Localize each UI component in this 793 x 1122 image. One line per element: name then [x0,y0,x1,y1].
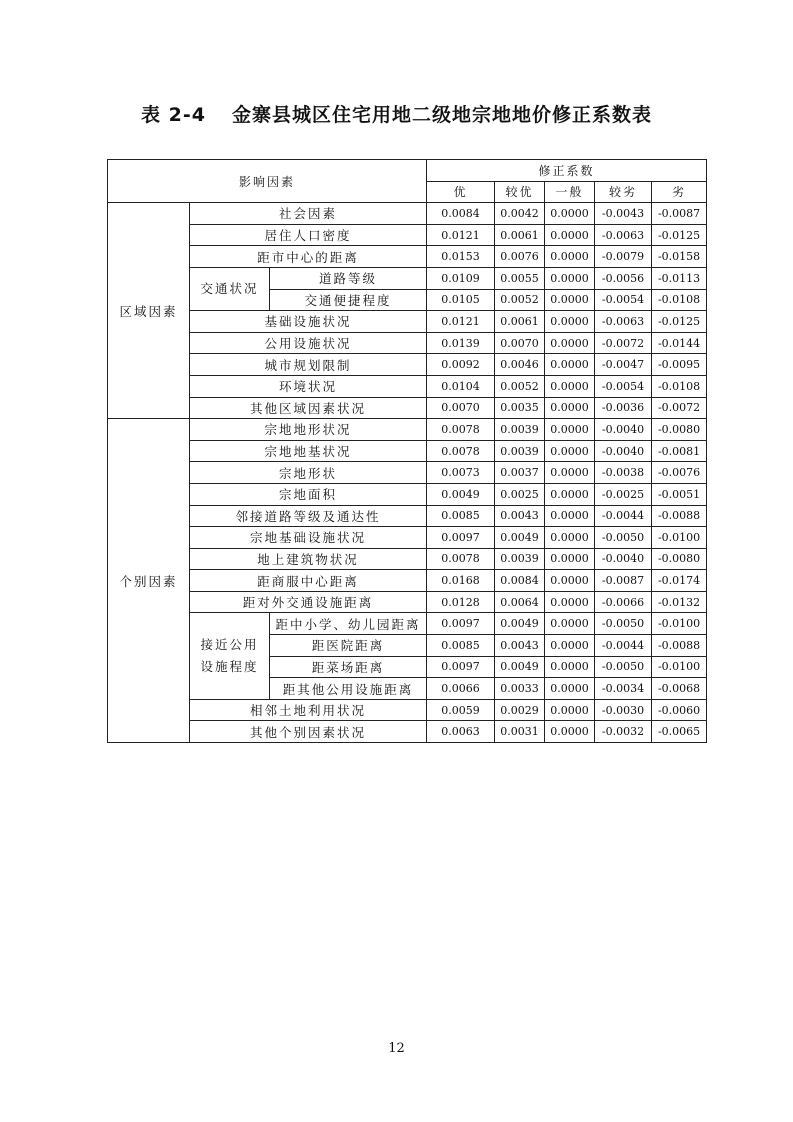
coefficient-cell: 0.0043 [495,505,545,527]
factor-label: 基础设施状况 [190,311,427,333]
coefficient-cell: 0.0078 [427,548,495,570]
factor-label: 公用设施状况 [190,332,427,354]
coefficient-cell: -0.0054 [595,375,652,397]
coefficient-header: 修正系数 [427,160,707,182]
coefficient-cell: 0.0092 [427,354,495,376]
factor-label: 宗地地基状况 [190,440,427,462]
coefficient-cell: 0.0078 [427,419,495,441]
coefficient-cell: -0.0063 [595,311,652,333]
coefficient-cell: 0.0000 [545,397,595,419]
subgroup-label-traffic: 交通状况 [190,267,270,310]
coefficient-cell: 0.0109 [427,267,495,289]
table-row [108,591,707,613]
coefficient-cell: 0.0104 [427,375,495,397]
coefficient-cell: 0.0000 [545,613,595,635]
coefficient-cell: -0.0051 [652,483,707,505]
table-row [108,419,707,441]
coefficient-cell: 0.0049 [495,613,545,635]
coefficient-cell: 0.0078 [427,440,495,462]
coefficient-cell: 0.0035 [495,397,545,419]
coefficient-cell: -0.0144 [652,332,707,354]
coefficient-cell: -0.0087 [595,570,652,592]
coefficient-cell: -0.0174 [652,570,707,592]
coefficient-cell: -0.0065 [652,721,707,743]
coefficient-cell: 0.0000 [545,505,595,527]
table-row [108,224,707,246]
coefficient-cell: -0.0063 [595,224,652,246]
coefficient-cell: 0.0139 [427,332,495,354]
coefficient-cell: -0.0113 [652,267,707,289]
coefficient-cell: 0.0121 [427,311,495,333]
coefficient-cell: -0.0080 [652,419,707,441]
table-title [0,100,793,127]
table-row [108,483,707,505]
coefficient-cell: -0.0043 [595,203,652,225]
factor-label: 邻接道路等级及通达性 [190,505,427,527]
page-number: 12 [388,1041,405,1056]
coefficient-cell: 0.0052 [495,289,545,311]
coefficient-cell: 0.0105 [427,289,495,311]
coefficient-cell: -0.0087 [652,203,707,225]
coefficient-cell: 0.0084 [427,203,495,225]
table-row [108,267,707,289]
group-label-individual: 个别因素 [108,419,190,743]
table-row [108,311,707,333]
factor-label: 环境状况 [190,375,427,397]
factor-label: 相邻土地利用状况 [190,699,427,721]
coefficient-cell: 0.0000 [545,721,595,743]
coefficient-cell: 0.0039 [495,440,545,462]
coefficient-cell: -0.0132 [652,591,707,613]
table-row [108,721,707,743]
coefficient-cell: -0.0040 [595,440,652,462]
table-row [108,354,707,376]
factor-label: 道路等级 [270,267,427,289]
coefficient-cell: -0.0100 [652,527,707,549]
coefficient-cell: 0.0000 [545,548,595,570]
subgroup-label-public: 接近公用设施程度 [190,613,270,699]
coefficient-cell: 0.0000 [545,354,595,376]
coefficient-cell: 0.0063 [427,721,495,743]
coefficient-cell: -0.0068 [652,678,707,700]
table-row [108,332,707,354]
coefficient-cell: -0.0040 [595,548,652,570]
coefficient-cell: 0.0168 [427,570,495,592]
factor-label: 其他区域因素状况 [190,397,427,419]
factor-label: 宗地形状 [190,462,427,484]
coefficient-cell: -0.0034 [595,678,652,700]
table-title-text: 金寨县城区住宅用地二级地宗地地价修正系数表 [231,104,652,126]
group-label-region: 区域因素 [108,203,190,419]
coefficient-cell: -0.0056 [595,267,652,289]
table-row [108,462,707,484]
coefficient-cell: -0.0088 [652,635,707,657]
coefficient-cell: 0.0085 [427,505,495,527]
table-row [108,397,707,419]
coefficient-cell: 0.0037 [495,462,545,484]
coefficient-cell: 0.0000 [545,311,595,333]
factor-label: 宗地地形状况 [190,419,427,441]
coefficient-cell: -0.0050 [595,656,652,678]
coefficient-cell: 0.0000 [545,440,595,462]
coefficient-cell: -0.0072 [652,397,707,419]
table-row [108,699,707,721]
coefficient-cell: 0.0000 [545,699,595,721]
factor-label: 城市规划限制 [190,354,427,376]
level-header: 一般 [545,181,595,203]
factor-label: 居住人口密度 [190,224,427,246]
coefficient-cell: 0.0039 [495,548,545,570]
coefficient-cell: 0.0000 [545,591,595,613]
coefficient-cell: -0.0100 [652,656,707,678]
coefficient-cell: -0.0081 [652,440,707,462]
factor-header: 影响因素 [108,160,427,203]
coefficient-cell: 0.0000 [545,246,595,268]
factor-label: 其他个别因素状况 [190,721,427,743]
factor-label: 距菜场距离 [270,656,427,678]
coefficient-cell: -0.0044 [595,505,652,527]
coefficient-cell: -0.0080 [652,548,707,570]
coefficient-cell: -0.0079 [595,246,652,268]
coefficient-cell: -0.0036 [595,397,652,419]
coefficient-cell: 0.0000 [545,332,595,354]
coefficient-cell: -0.0100 [652,613,707,635]
coefficient-cell: 0.0046 [495,354,545,376]
coefficient-cell: 0.0049 [427,483,495,505]
coefficient-cell: -0.0060 [652,699,707,721]
table-row [108,203,707,225]
coefficient-cell: 0.0049 [495,527,545,549]
coefficient-cell: -0.0050 [595,613,652,635]
factor-label: 距商服中心距离 [190,570,427,592]
coefficient-cell: -0.0095 [652,354,707,376]
coefficient-cell: -0.0044 [595,635,652,657]
coefficient-cell: -0.0125 [652,224,707,246]
coefficient-cell: -0.0054 [595,289,652,311]
coefficient-cell: 0.0059 [427,699,495,721]
coefficient-cell: -0.0047 [595,354,652,376]
table-row [108,613,707,635]
factor-label: 距市中心的距离 [190,246,427,268]
factor-label: 地上建筑物状况 [190,548,427,570]
coefficient-cell: 0.0070 [495,332,545,354]
coefficient-cell: -0.0108 [652,375,707,397]
factor-label: 宗地面积 [190,483,427,505]
coefficient-cell: 0.0000 [545,267,595,289]
table-row [108,527,707,549]
coefficient-cell: -0.0050 [595,527,652,549]
level-header: 较劣 [595,181,652,203]
coefficient-cell: 0.0121 [427,224,495,246]
table-row [108,570,707,592]
coefficient-cell: 0.0000 [545,203,595,225]
level-header: 劣 [652,181,707,203]
table-row [108,246,707,268]
coefficient-cell: 0.0000 [545,419,595,441]
coefficient-cell: -0.0025 [595,483,652,505]
coefficient-cell: 0.0085 [427,635,495,657]
coefficient-table [107,159,707,743]
coefficient-cell: 0.0000 [545,224,595,246]
coefficient-cell: 0.0055 [495,267,545,289]
factor-label: 距中小学、幼儿园距离 [270,613,427,635]
factor-label: 社会因素 [190,203,427,225]
coefficient-cell: 0.0033 [495,678,545,700]
coefficient-cell: 0.0043 [495,635,545,657]
coefficient-cell: 0.0153 [427,246,495,268]
coefficient-cell: -0.0125 [652,311,707,333]
coefficient-cell: 0.0000 [545,483,595,505]
coefficient-cell: -0.0076 [652,462,707,484]
factor-label: 交通便捷程度 [270,289,427,311]
level-header: 较优 [495,181,545,203]
coefficient-cell: 0.0064 [495,591,545,613]
level-header: 优 [427,181,495,203]
coefficient-cell: 0.0039 [495,419,545,441]
coefficient-cell: 0.0000 [545,656,595,678]
coefficient-cell: 0.0052 [495,375,545,397]
coefficient-cell: 0.0084 [495,570,545,592]
coefficient-cell: 0.0066 [427,678,495,700]
coefficient-cell: -0.0158 [652,246,707,268]
factor-label: 距对外交通设施距离 [190,591,427,613]
coefficient-cell: -0.0088 [652,505,707,527]
coefficient-cell: -0.0032 [595,721,652,743]
coefficient-cell: 0.0000 [545,678,595,700]
coefficient-cell: 0.0029 [495,699,545,721]
factor-label: 距医院距离 [270,635,427,657]
coefficient-cell: -0.0072 [595,332,652,354]
coefficient-cell: 0.0076 [495,246,545,268]
coefficient-cell: 0.0073 [427,462,495,484]
coefficient-cell: 0.0000 [545,289,595,311]
table-row [108,505,707,527]
coefficient-cell: 0.0031 [495,721,545,743]
factor-label: 距其他公用设施距离 [270,678,427,700]
coefficient-cell: -0.0040 [595,419,652,441]
coefficient-cell: 0.0000 [545,570,595,592]
coefficient-cell: 0.0000 [545,462,595,484]
coefficient-cell: -0.0066 [595,591,652,613]
table-number: 表 2-4 [141,104,206,126]
table-row [108,375,707,397]
coefficient-cell: 0.0097 [427,613,495,635]
coefficient-cell: 0.0042 [495,203,545,225]
coefficient-cell: 0.0097 [427,527,495,549]
coefficient-cell: 0.0000 [545,635,595,657]
coefficient-cell: 0.0025 [495,483,545,505]
coefficient-cell: 0.0070 [427,397,495,419]
coefficient-cell: 0.0061 [495,224,545,246]
coefficient-cell: 0.0097 [427,656,495,678]
coefficient-cell: -0.0030 [595,699,652,721]
coefficient-cell: 0.0061 [495,311,545,333]
header-row-1 [108,160,707,182]
table-row [108,440,707,462]
coefficient-cell: -0.0108 [652,289,707,311]
coefficient-cell: 0.0000 [545,527,595,549]
coefficient-cell: 0.0000 [545,375,595,397]
table-row [108,548,707,570]
factor-label: 宗地基础设施状况 [190,527,427,549]
coefficient-cell: 0.0128 [427,591,495,613]
coefficient-cell: 0.0049 [495,656,545,678]
coefficient-cell: -0.0038 [595,462,652,484]
